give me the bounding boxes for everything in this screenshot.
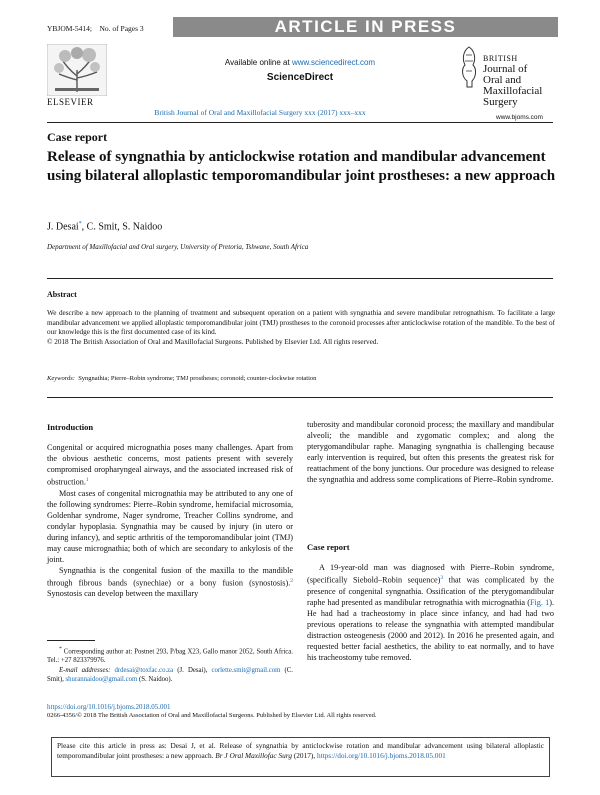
journal-citation-line[interactable]: British Journal of Oral and Maxillofacial Surgery xxx (2017) xxx–xxx: [154, 108, 366, 117]
intro-paragraph-2: Most cases of congenital micrognathia may be attributed to any one of the following syndromes: Pierre–Robin syndrome, hemifacial microsomia, Goldenhar syndrome, Nager syndrome, Treacher Collins syndrome, and condylar hypoplasia. Syngnathia may be caused by injury (in utero or during infancy), and septic arthritis of the temporomandibular joint (TMJ) may cause micrognathia; both of which are secondary to ankylosis of the joint.: [47, 488, 293, 564]
article-type: Case report: [47, 130, 108, 144]
elsevier-tree-logo: [47, 44, 107, 96]
intro-continued: [307, 419, 554, 485]
abstract-bottom-rule: [47, 397, 553, 398]
case-heading: Case report: [307, 542, 350, 552]
case-paragraph-1: A 19-year-old man was diagnosed with Pierre–Robin syndrome, (specifically Siebold–Robin sequence)$^3$ that was complicated by the presence of congenital syngnathia. Ossification of the pterygomandibular raphe had presented as mandibular retrognathia with micrognathia (Fig. 1). He had had a tracheostomy in place since infancy, and had had two previous operations to release the syngnathia with attempted mandibular distraction osteogenesis (2000 and 2012). In 2016 he presented again, and requested better facial aesthetics, the ability to eat normally, and to have his tracheostomy tube removed.: [307, 563, 554, 662]
footnote-rule: [47, 640, 95, 641]
sciencedirect-label: ScienceDirect: [266, 72, 334, 83]
copyright-line: 0266-4356/© 2018 The British Association of Oral and Maxillofacial Surgeons. Published by Elsevier Ltd. All rights reserved.: [47, 712, 377, 719]
email-link-desai[interactable]: drdesai@toxfac.co.za: [114, 666, 174, 674]
figure-1-link[interactable]: Fig. 1: [529, 597, 550, 607]
corresponding-author-mark[interactable]: *: [78, 221, 82, 227]
citation-box: Please cite this article in press as: Desai J, et al. Release of syngnathia by anticlockwise rotation and mandibular advancement using bilateral alloplastic temporomandibular joint prostheses: a new approach. Br J Oral Maxillofac Surg (2017), https://doi.org/10.1016/j.bjoms.2018.05.001: [51, 737, 550, 777]
sciencedirect-link[interactable]: www.sciencedirect.com: [291, 58, 376, 67]
intro-paragraph-3: Syngnathia is the congenital fusion of the maxilla to the mandible through fibrous bands (synechiae) or a bony fusion (synostosis).$^2$ Synostosis can develop between the maxillary: [47, 565, 293, 599]
journal-url[interactable]: www.bjoms.com: [496, 114, 543, 121]
email-link-smit[interactable]: corlette.smit@gmail.com: [211, 666, 281, 674]
footnote: * Corresponding author at: Postnet 293, P/bag X23, Gallo manor 2052, South Africa. Tel.: +27 823379976. E-mail addresses: drdesai@toxfac.co.za (J. Desai), corlette.smit@gmail.com (C. Smit), shurannaidoo@gmail.com (S. Naidoo).: [47, 646, 293, 683]
abstract-copyright: © 2018 The British Association of Oral and Maxillofacial Surgeons. Published by Elsevier Ltd. All rights reserved.: [47, 337, 379, 346]
article-title: Release of syngnathia by anticlockwise rotation and mandibular advancement using bilateral alloplastic temporomandibular joint prostheses: a new approach: [47, 149, 556, 184]
keywords: Keywords: Syngnathia; Pierre–Robin syndrome; TMJ prostheses; coronoid; counter-clockwise rotation: [47, 375, 317, 382]
elsevier-wordmark: ELSEVIER: [47, 97, 94, 107]
intro-paragraph-4: tuberosity and mandibular coronoid process; the maxillary and mandibular alveoli; the mandible and zygomatic complex; and along the pterygomandibular raphe. Managing syngnathia is challenging because early intervention is required, but often this presents the greatest risk for reattachment of the bony junctions. Our procedure was designed to release the syngnathia and address some complications of Pierre–Robin syndrome.: [307, 420, 554, 484]
available-online: Available online at www.sciencedirect.com: [224, 58, 376, 67]
article-in-press-banner: ARTICLE IN PRESS: [173, 17, 558, 37]
email-link-naidoo[interactable]: shurannaidoo@gmail.com: [65, 675, 138, 683]
manuscript-id: YBJOM-5414; No. of Pages 3: [47, 24, 144, 33]
affiliation: Department of Maxillofacial and Oral surgery, University of Pretoria, Tshwane, South Africa: [47, 243, 309, 251]
ref-1[interactable]: 1: [85, 477, 89, 483]
header-divider: [47, 122, 553, 123]
abstract-heading: Abstract: [47, 290, 77, 299]
abstract-top-rule: [47, 278, 553, 279]
bjoms-lion-logo: [458, 45, 480, 89]
intro-section: [47, 422, 293, 599]
ref-3[interactable]: 3: [440, 575, 444, 581]
author-list: J. Desai*, C. Smit, S. Naidoo: [47, 221, 163, 233]
intro-heading: Introduction: [47, 422, 94, 432]
journal-name-block: BRITISH Journal of Oral and Maxillofacial Surgery: [483, 54, 543, 108]
ref-2[interactable]: 2: [290, 577, 293, 584]
abstract-body: We describe a new approach to the planning of treatment and subsequent operation on a patient with syngnathia and severe mandibular retrognathism. To facilitate a large mandibular advancement we applied alloplastic temporomandibular joint (TMJ) prostheses to the coronoid processes after anticlockwise rotation of the mandible. To the best of our knowledge this is the first documented case of its kind. © 2018 The British Association of Oral and Maxillofacial Surgeons. Published by Elsevier Ltd. All rights reserved.: [47, 309, 555, 346]
intro-paragraph-1: Congenital or acquired micrognathia poses many challenges. Apart from the obvious aesthetic concerns, most patients present with severely compromised oropharyngeal airways, and the associated increased risk of obstruction.$^1$: [47, 443, 293, 487]
doi-link[interactable]: https://doi.org/10.1016/j.bjoms.2018.05.001: [47, 703, 171, 711]
case-section: [307, 542, 554, 663]
citation-doi-link[interactable]: https://doi.org/10.1016/j.bjoms.2018.05.001: [316, 751, 446, 760]
